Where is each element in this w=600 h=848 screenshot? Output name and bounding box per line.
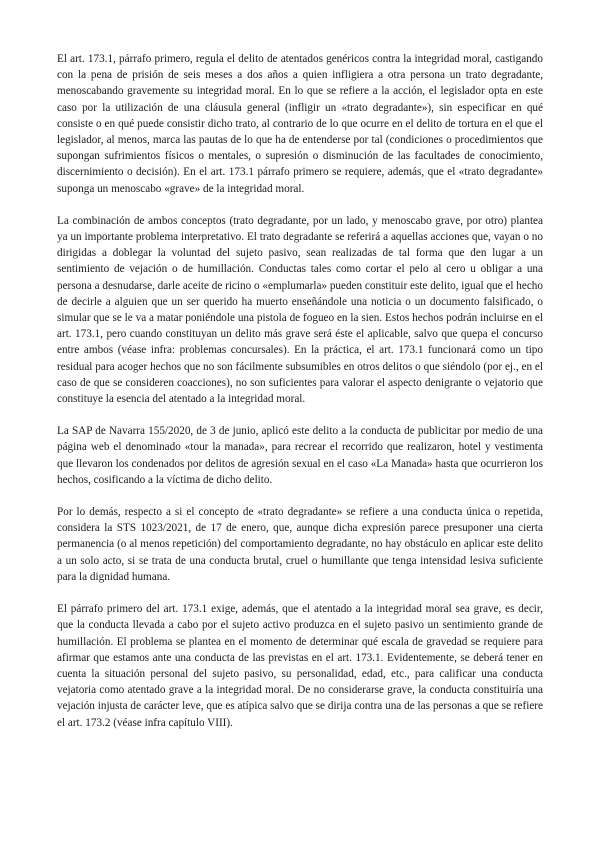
paragraph-combinacion-conceptos: La combinación de ambos conceptos (trato degradante, por un lado, y menoscabo grave, por otro) plantea ya un importante problema interpretativo. El trato degradante se referirá a aquellas acciones que, vayan o no dirigidas a doblegar la voluntad del sujeto pasivo, sean realizadas de tal forma que den lugar a un sentimiento de vejación o de humillación. Conductas tales como cortar el pelo al cero u obligar a una persona a desnudarse, darle aceite de ricino o «emplumarla» pueden constituir este delito, igual que el hecho de decirle a alguien que un ser querido ha muerto enseñándole una noticia o un documento falsificado, o simular que se le va a matar poniéndole una pistola de fogueo en la sien. Estos hechos podrán incluirse en el art. 173.1, pero cuando constituyan un delito más grave será éste el aplicable, salvo que quepa el concurso entre ambos (véase infra: problemas concursales). En la práctica, el art. 173.1 funcionará como un tipo residual para acoger hechos que no son fácilmente subsumibles en otros delitos o que siéndolo (por ej., en el caso de que se consideren coacciones), no son suficientes para valorar el aspecto denigrante o vejatorio que constituye la esencia del atentado a la integridad moral. (57, 214, 543, 406)
paragraph-art-173-1: El art. 173.1, párrafo primero, regula el delito de atentados genéricos contra la integridad moral, castigando con la pena de prisión de seis meses a dos años a quien infligiera a otra persona un trato degradante, menoscabando gravemente su integridad moral. En lo que se refiere a la acción, el legislador opta en este caso por la utilización de una cláusula general (infligir un «trato degradante»), sin especificar en qué consiste o en qué puede consistir dicho trato, al contrario de lo que ocurre en el delito de tortura en el que el legislador, al menos, marca las pautas de lo que ha de entenderse por tal (condiciones o procedimientos que supongan sufrimientos físicos o mentales, o supresión o disminución de las facultades de conocimiento, discernimiento o decisión). En el art. 173.1 párrafo primero se requiere, además, que el «trato degradante» suponga un menoscabo «grave» de la integridad moral. (57, 53, 543, 195)
paragraph-sap-navarra: La SAP de Navarra 155/2020, de 3 de junio, aplicó este delito a la conducta de publicitar por medio de una página web el denominado «tour la manada», para recrear el recorrido que realizaron, hotel y vestimenta que llevaron los condenados por delitos de agresión sexual en el caso «La Manada» hasta que ocurrieron los hechos, cosificando a la víctima de dicho delito. (57, 425, 543, 486)
paragraph-sts-1023-2021: Por lo demás, respecto a si el concepto de «trato degradante» se refiere a una conducta única o repetida, considera la STS 1023/2021, de 17 de enero, que, aunque dicha expresión parece presuponer una cierta permanencia (o al menos repetición) del comportamiento degradante, no hay obstáculo en aplicar este delito a un solo acto, si se trata de una conducta brutal, cruel o humillante que tenga intensidad lesiva suficiente para la dignidad humana. (57, 506, 543, 583)
document-page (57, 51, 543, 747)
paragraph-gravedad: El párrafo primero del art. 173.1 exige, además, que el atentado a la integridad moral sea grave, es decir, que la conducta llevada a cabo por el sujeto activo produzca en el sujeto pasivo un sentimiento grande de humillación. El problema se plantea en el momento de determinar qué escala de gravedad se requiere para afirmar que estamos ante una conducta de las previstas en el art. 173.1. Evidentemente, se deberá tener en cuenta la situación personal del sujeto pasivo, su personalidad, edad, etc., para calificar una conducta vejatoria como atentado grave a la integridad moral. De no considerarse grave, la conducta constituiría una vejación injusta de carácter leve, que es atípica salvo que se dirija contra una de las personas a que se refiere el art. 173.2 (véase infra capítulo VIII). (57, 603, 543, 729)
